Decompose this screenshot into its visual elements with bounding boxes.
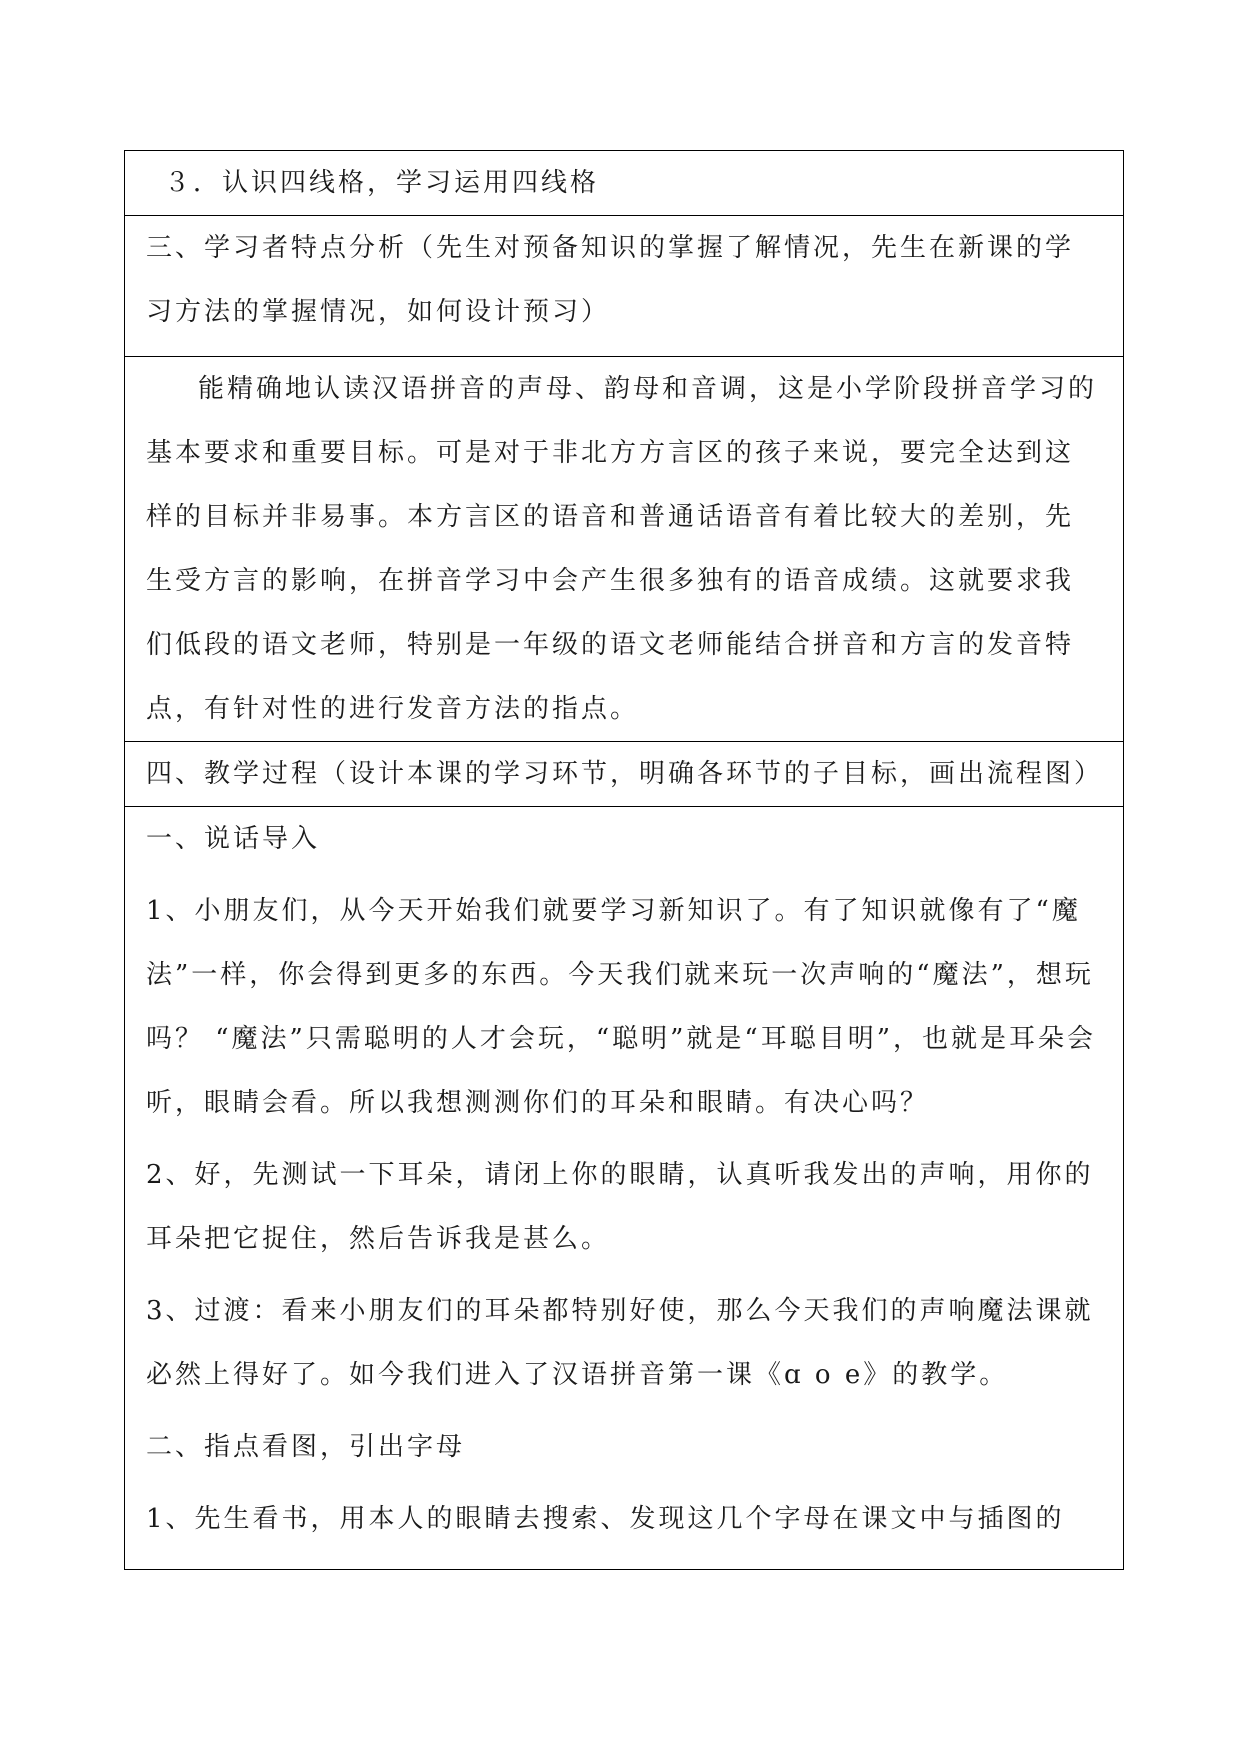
teaching-process-body-cell (125, 807, 1124, 1570)
objective-item-text: ３．认识四线格，学习运用四线格 (164, 168, 600, 198)
learner-analysis-paragraph: 能精确地认读汉语拼音的声母、韵母和音调，这是小学阶段拼音学习的基本要求和重要目标。可是对于非北方方言区的孩子来说，要完全达到这样的目标并非易事。本方言区的语音和普通话语音有着比较大的差别，先生受方言的影响，在拼音学习中会产生很多独有的语音成绩。这就要求我们低段的语文老师，特别是一年级的语文老师能结合拼音和方言的发音特点，有针对性的进行发音方法的指点。 (146, 374, 1098, 724)
table-row (125, 216, 1124, 357)
table-row (125, 742, 1124, 807)
table-row (125, 357, 1124, 742)
table-row (125, 151, 1124, 216)
paragraph-1: 1、小朋友们，从今天开始我们就要学习新知识了。有了知识就像有了“魔法”一样，你会得到更多的东西。今天我们就来玩一次声响的“魔法”，想玩吗？ “魔法”只需聪明的人才会玩，“聪明”就是“耳聪目明”，也就是耳朵会听，眼睛会看。所以我想测测你们的耳朵和眼睛。有决心吗？ (146, 896, 1097, 1118)
paragraph-3: 3、过渡：看来小朋友们的耳朵都特别好使，那么今天我们的声响魔法课就必然上得好了。如今我们进入了汉语拼音第一课《ɑ o e》的教学。 (146, 1296, 1094, 1390)
paragraph-2: 2、好，先测试一下耳朵，请闭上你的眼睛，认真听我发出的声响，用你的耳朵把它捉住，然后告诉我是甚么。 (146, 1160, 1094, 1254)
teaching-process-heading-cell (125, 742, 1124, 807)
teaching-process-heading: 四、教学过程（设计本课的学习环节，明确各环节的子目标，画出流程图） (146, 759, 1104, 789)
objective-item-cell (125, 151, 1124, 216)
paragraph-4: 1、先生看书，用本人的眼睛去搜索、发现这几个字母在课文中与插图的 (146, 1504, 1065, 1534)
section-heading-intro: 一、说话导入 (146, 824, 321, 854)
learner-analysis-body-cell (125, 357, 1124, 742)
learner-analysis-heading: 三、学习者特点分析（先生对预备知识的掌握了解情况，先生在新课的学习方法的掌握情况，如何设计预习） (146, 233, 1075, 327)
table-row (125, 807, 1124, 1570)
lesson-plan-table (124, 150, 1124, 1570)
section-heading-picture: 二、指点看图，引出字母 (146, 1432, 466, 1462)
learner-analysis-heading-cell (125, 216, 1124, 357)
